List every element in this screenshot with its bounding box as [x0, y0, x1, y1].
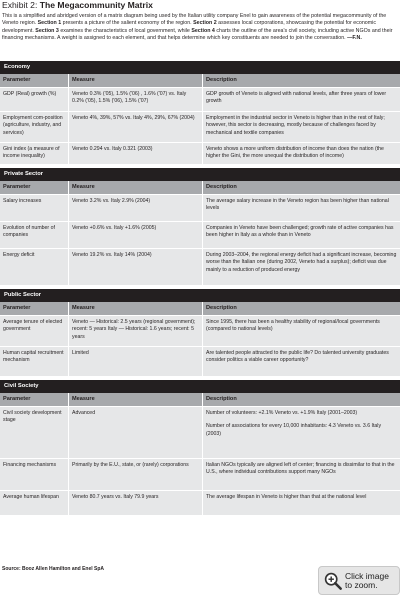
description-cell: During 2003–2004, the regional energy deficit had a significant increase, becoming worse than the Italian one (during 2002, Veneto had a surplus); deficit was due mainly to a reduction of produced energy — [202, 249, 400, 285]
parameter-cell: Average human lifespan — [3, 494, 59, 500]
description-cell: The average lifespan in Veneto is higher than that at the national level — [202, 491, 400, 515]
column-headers — [0, 181, 400, 194]
description-line: Number of associations for every 10,000 inhabitants: 4.3 Veneto vs. 3.6 Italy (2003) — [206, 423, 382, 437]
exhibit-title — [2, 0, 398, 11]
description-cell: Veneto shows a more uniform distribution of income than does the nation (the higher the Gini, the more unequal the distribution of income) — [202, 143, 400, 164]
section-header-economy: Economy — [0, 61, 400, 74]
measure-cell: Veneto +0.6% vs. Italy +1.6% (2005) — [68, 222, 202, 248]
column-header-description: Description — [202, 393, 400, 406]
section-header-civil-society: Civil Society — [0, 380, 400, 393]
exhibit-number: Exhibit 2: — [2, 0, 38, 10]
column-header-description: Description — [202, 181, 400, 194]
column-header-parameter: Parameter — [3, 396, 31, 402]
column-header-measure: Measure — [68, 302, 202, 315]
column-header-parameter: Parameter — [3, 77, 31, 83]
parameter-cell: Financing mechanisms — [3, 462, 57, 468]
column-header-measure: Measure — [68, 181, 202, 194]
table-row — [0, 458, 400, 490]
column-headers — [0, 302, 400, 315]
table-row — [0, 111, 400, 142]
magnifier-plus-icon — [324, 572, 342, 590]
description-cell: GDP growth of Veneto is aligned with national levels, after three years of lower growth — [202, 88, 400, 111]
parameter-cell: Gini index (a measure of income inequality) — [3, 146, 60, 160]
table-row — [0, 194, 400, 221]
parameter-cell: Human capital recruitment mechanism — [3, 350, 64, 364]
description-cell: Italian NGOs typically are aligned left of center; financing is dissimilar to that in the U.S., where individual contributions support many NGOs — [202, 459, 400, 490]
description-cell: Companies in Veneto have been challenged; growth rate of active companies has been higher in Italy as a whole than in Veneto — [202, 222, 400, 248]
measure-cell: Veneto 0.294 vs. Italy 0.321 (2003) — [68, 143, 202, 164]
section-header-public-sector: Public Sector — [0, 289, 400, 302]
table-row — [0, 406, 400, 458]
column-header-measure: Measure — [68, 393, 202, 406]
measure-cell: Veneto 80.7 years vs. Italy 79.9 years — [68, 491, 202, 515]
parameter-cell: Energy deficit — [3, 252, 35, 258]
table-row — [0, 221, 400, 248]
exhibit-name: The Megacommunity Matrix — [39, 0, 153, 10]
parameter-cell: Employment com-position (agriculture, industry, and services) — [3, 115, 63, 136]
measure-cell: Veneto 4%, 39%, 57% vs. Italy 4%, 29%, 67% (2004) — [68, 112, 202, 142]
measure-cell: Veneto — Historical: 2.5 years (regional government); recent: 5 years Italy — Historical: 1.6 years; recent: 5 years — [68, 316, 202, 346]
measure-cell: Limited — [68, 347, 202, 376]
description-line: Number of volunteers: +2.1% Veneto vs. +1.9% Italy (2001–2003) — [206, 410, 358, 416]
description-cell: Are talented people attracted to the public life? Do talented university graduates consider politics a viable career opportunity? — [202, 347, 400, 376]
column-headers — [0, 393, 400, 406]
table-row — [0, 315, 400, 346]
table-row — [0, 248, 400, 285]
description-cell — [202, 407, 400, 458]
parameter-cell: Average tenure of elected government — [3, 319, 63, 333]
description-cell: Since 1995, there has been a healthy stability of regional/local governments (compared to national levels) — [202, 316, 400, 346]
table-row — [0, 142, 400, 164]
measure-cell: Primarily by the E.U., state, or (rarely) corporations — [68, 459, 202, 490]
zoom-button[interactable] — [318, 566, 400, 595]
source-note: Source: Booz Allen Hamilton and Enel SpA — [2, 566, 105, 572]
measure-cell: Veneto 19.2% vs. Italy 14% (2004) — [68, 249, 202, 285]
intro-paragraph: This is a simplified and abridged version of a matrix diagram being used by the Italian utility company Enel to gain awareness of the potential megacommunity of the Veneto region. Section 1 presents a picture of the salient economy of the region. Section 2 assesses local corporations, showcasing the potential for economic development. Section 3 examines the characteristics of local government, while Section 4 charts the outline of the area's civil society, including active NGOs and their financing mechanisms. A weight is assigned to each element, and that helps determine which key constituents are needed to join the conversation. —F.N. — [2, 13, 393, 41]
measure-cell: Veneto 3.2% vs. Italy 2.9% (2004) — [68, 195, 202, 221]
table-row — [0, 346, 400, 376]
megacommunity-matrix — [0, 61, 400, 515]
column-header-measure: Measure — [68, 74, 202, 87]
zoom-label: Click image to zoom. — [345, 570, 389, 590]
description-cell: The average salary increase in the Veneto region has been higher than national levels — [202, 195, 400, 221]
column-header-description: Description — [202, 302, 400, 315]
parameter-cell: Evolution of number of companies — [3, 225, 55, 239]
measure-cell: Advanced — [68, 407, 202, 458]
column-header-description: Description — [202, 74, 400, 87]
parameter-cell: Civil society development stage — [3, 410, 62, 424]
column-header-parameter: Parameter — [3, 305, 31, 311]
parameter-cell: Salary increases — [3, 198, 42, 204]
column-headers — [0, 74, 400, 87]
measure-cell: Veneto 0.3% ('05), 1.5% ('06) , 1.6% ('07) vs. Italy 0.2% ('05), 1.5% ('06), 1.5% ('07) — [68, 88, 202, 111]
table-row — [0, 490, 400, 515]
table-row — [0, 87, 400, 111]
parameter-cell: GDP (Real) growth (%) — [3, 91, 57, 97]
section-header-private-sector: Private Sector — [0, 168, 400, 181]
column-header-parameter: Parameter — [3, 184, 31, 190]
description-cell: Employment in the industrial sector in Veneto is higher than in the rest of Italy; however, this sector is decreasing, mostly because of challenges faced by mechanical and textile companies — [202, 112, 400, 142]
